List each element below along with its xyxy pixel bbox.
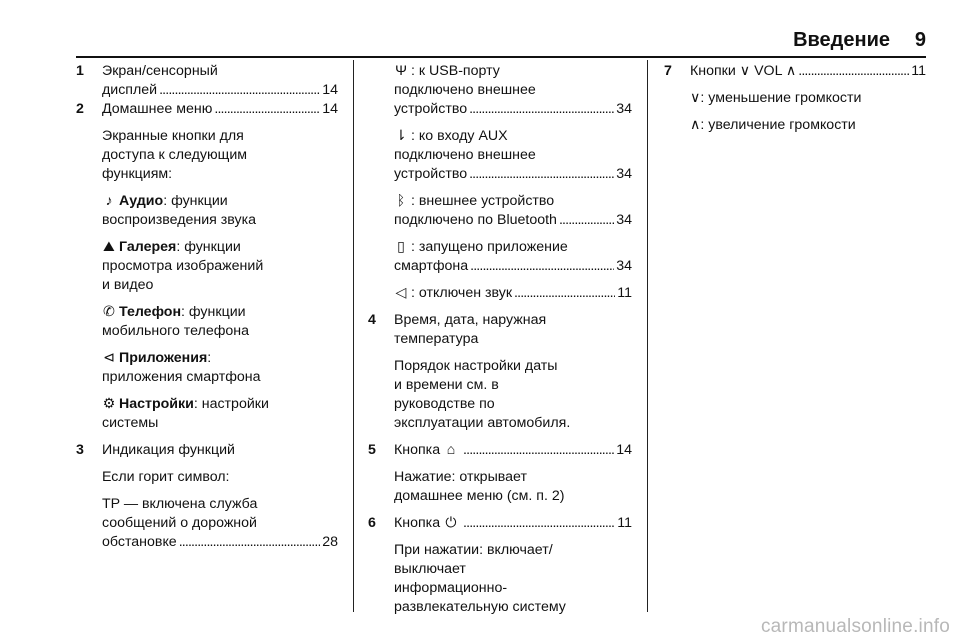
phone-icon: ✆	[103, 304, 115, 320]
leader-dots	[179, 533, 321, 552]
page-ref[interactable]: 34	[616, 258, 632, 274]
entry-number: 2	[76, 101, 84, 117]
entry-text: Если горит символ:	[102, 469, 230, 485]
bluetooth-icon: ᛒ	[396, 193, 406, 209]
entry-text: дисплей	[102, 82, 158, 98]
page-ref[interactable]: 14	[322, 82, 338, 98]
usb-icon: Ψ	[395, 63, 407, 79]
page-ref[interactable]: 28	[322, 534, 338, 550]
toc-line: смартфона . . . 34	[394, 257, 632, 276]
entry-4	[368, 311, 632, 433]
watermark: carmanualsonline.info	[760, 616, 950, 637]
entry-text: доступа к следующим	[102, 147, 247, 163]
entry-5	[368, 441, 632, 506]
toc-line: подключено по Bluetooth . . . 34	[394, 211, 632, 230]
settings-item: ⚙ Настройки: настройки	[102, 396, 269, 412]
entry-text: просмотра изображений	[102, 258, 264, 274]
toc-line: ◁ : отключен звук . . . 11	[394, 284, 632, 303]
entry-text: Экранные кнопки для	[102, 128, 244, 144]
volume-down-text: ∨: уменьшение громкости	[690, 90, 862, 106]
page-ref[interactable]: 34	[616, 212, 632, 228]
apps-icon: ⊲	[103, 350, 115, 366]
entry-text: Время, дата, наружная	[394, 312, 547, 328]
entry-number: 3	[76, 442, 84, 458]
entry-number: 5	[368, 442, 376, 458]
page-ref[interactable]: 11	[911, 63, 926, 79]
entry-text: информационно-	[394, 580, 508, 596]
aux-item: ⇂ : ко входу AUX подключено внешнее устройство . . . 34	[368, 127, 632, 184]
leader-dots	[470, 257, 614, 276]
column-3	[664, 62, 926, 135]
leader-dots	[469, 100, 614, 119]
entry-text: руководстве по	[394, 396, 495, 412]
music-note-icon: ♪	[105, 193, 113, 209]
entry-text: и времени см. в	[394, 377, 499, 393]
column-1	[76, 62, 338, 552]
entry-text: Экран/сенсорный	[102, 63, 218, 79]
entry-number: 4	[368, 312, 376, 328]
page-header	[76, 26, 926, 54]
entry-text: обстановке	[102, 534, 177, 550]
mute-item	[368, 284, 632, 303]
entry-text: и видео	[102, 277, 154, 293]
page-ref[interactable]: 11	[617, 285, 632, 301]
entry-text: эксплуатации автомобиля.	[394, 415, 571, 431]
gallery-icon: ⛰	[103, 239, 115, 255]
leader-dots	[214, 100, 320, 119]
toc-line: устройство . . . 34	[394, 100, 632, 119]
leader-dots	[514, 284, 615, 303]
entry-text: воспроизведения звука	[102, 212, 256, 228]
phone-item: ✆ Телефон: функции	[103, 304, 246, 320]
audio-item: ♪ Аудио: функции	[102, 192, 338, 211]
entry-text: Домашнее меню	[102, 101, 213, 117]
leader-dots	[469, 165, 614, 184]
entry-text: приложения смартфона	[102, 369, 261, 385]
entry-text: температура	[394, 331, 479, 347]
toc-line: Кнопка ⏻ . . . 11	[394, 514, 632, 533]
entry-text: выключает	[394, 561, 466, 577]
entry-2	[76, 100, 338, 433]
page-ref[interactable]: 34	[616, 101, 632, 117]
page-title: Введение	[793, 29, 890, 51]
entry-text: функциям:	[102, 166, 173, 182]
toc-line: Кнопка ⌂ . . . 14	[394, 441, 632, 460]
entry-7	[664, 62, 926, 135]
entry-6	[368, 514, 632, 617]
entry-text: развлекательную систему	[394, 599, 566, 615]
toc-line: устройство . . . 34	[394, 165, 632, 184]
entry-text: TP — включена служба	[102, 496, 258, 512]
leader-dots	[463, 441, 614, 460]
gear-icon: ⚙	[102, 396, 116, 412]
phone-app-item: ▯ : запущено приложение смартфона . . . 34	[368, 238, 632, 276]
entry-text: Нажатие: открывает	[394, 469, 527, 485]
entry-text: При нажатии: включает/	[394, 542, 553, 558]
entry-3	[76, 441, 338, 552]
page-ref[interactable]: 11	[617, 515, 632, 531]
entry-text: Кнопки ∨ VOL ∧	[690, 63, 797, 79]
leader-dots	[798, 62, 909, 81]
header-divider	[76, 56, 926, 58]
entry-number: 1	[76, 63, 84, 79]
apps-item: ⊲ Приложения:	[103, 350, 212, 366]
leader-dots	[463, 514, 615, 533]
page-ref[interactable]: 14	[322, 101, 338, 117]
smartphone-icon: ▯	[397, 239, 405, 255]
toc-line	[102, 533, 338, 552]
entry-number: 6	[368, 515, 376, 531]
entry-text: Порядок настройки даты	[394, 358, 558, 374]
entry-text: сообщений о дорожной	[102, 515, 257, 531]
leader-dots	[159, 81, 320, 100]
entry-1	[76, 62, 338, 100]
entry-text: домашнее меню (см. п. 2)	[394, 488, 565, 504]
page-ref[interactable]: 14	[616, 442, 632, 458]
toc-line	[102, 100, 338, 119]
entry-text: Индикация функций	[102, 442, 235, 458]
toc-line	[102, 81, 338, 100]
column-divider-1	[353, 60, 354, 612]
mute-icon: ◁	[395, 285, 407, 301]
column-divider-2	[647, 60, 648, 612]
volume-up-text: ∧: увеличение громкости	[690, 117, 856, 133]
gallery-item: ⛰ Галерея: функции	[103, 239, 241, 255]
page-number: 9	[914, 29, 926, 51]
leader-dots	[559, 211, 614, 230]
entry-text: мобильного телефона	[102, 323, 250, 339]
bluetooth-item: ᛒ : внешнее устройство подключено по Bluetooth . . . 34	[368, 192, 632, 230]
entry-number: 7	[664, 63, 672, 79]
toc-line	[690, 62, 926, 81]
column-2	[368, 62, 632, 617]
entry-text: системы	[102, 415, 159, 431]
entry-text: подключено внешнее	[394, 82, 536, 98]
power-icon: ⏻	[445, 515, 457, 531]
aux-icon: ⇂	[395, 128, 407, 144]
usb-item: Ψ : к USB-порту подключено внешнее устройство . . . 34	[368, 62, 632, 119]
page-ref[interactable]: 34	[616, 166, 632, 182]
entry-text: подключено внешнее	[394, 147, 536, 163]
home-icon: ⌂	[446, 442, 456, 458]
